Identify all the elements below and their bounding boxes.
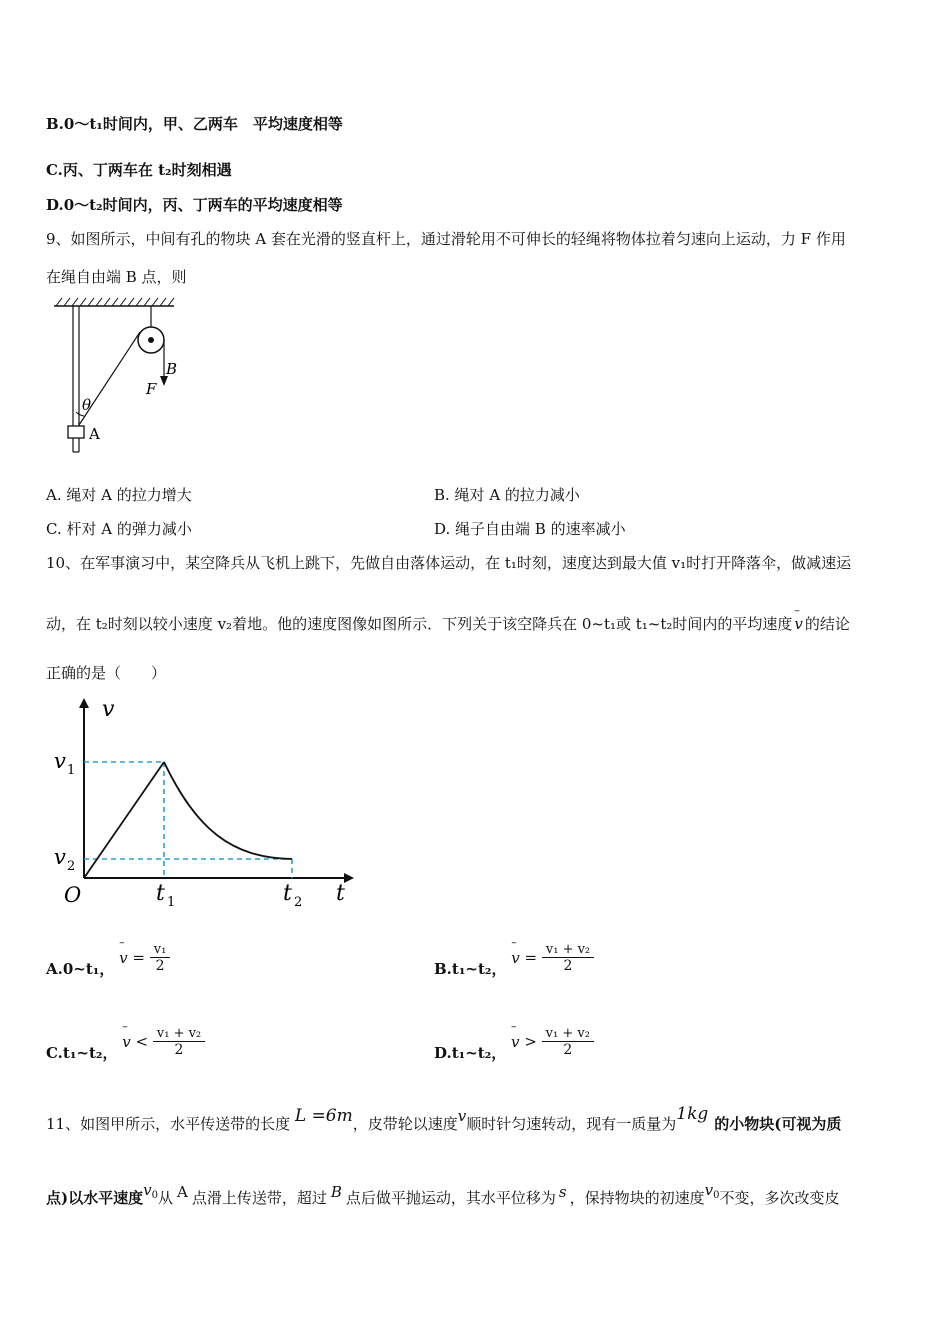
q10-option-d-fraction	[542, 1026, 594, 1058]
q11-text-9: ，保持物块的初速度	[569, 1189, 705, 1207]
q11-text-1: 11、如图甲所示，水平传送带的长度	[46, 1115, 291, 1133]
q10-option-c-numerator: v₁ + v₂	[153, 1026, 205, 1042]
graph-t-axis-label: t	[336, 881, 345, 906]
q10-option-c-denominator: 2	[174, 1041, 184, 1058]
q9-stem-line2: 在绳自由端 B 点，则	[46, 268, 187, 286]
q10-option-b-fraction	[542, 942, 594, 974]
graph-v2-subscript: 2	[67, 859, 76, 874]
point-b-label: B	[166, 360, 178, 378]
q11-text-5: 点)以水平速度	[46, 1189, 144, 1207]
q11-point-a: A	[176, 1183, 188, 1201]
theta-label: θ	[82, 396, 92, 414]
q11-mass: 1kg	[676, 1104, 709, 1124]
q11-v0: v	[143, 1181, 152, 1199]
q10-option-d-numerator: v₁ + v₂	[542, 1026, 594, 1042]
q10-option-c-lt: <	[135, 1032, 149, 1051]
q10-option-a	[46, 936, 170, 979]
q10-stem-line2-tail: 的结论	[804, 615, 850, 633]
force-f-label: F	[146, 380, 157, 398]
q9-pulley-figure	[46, 294, 196, 459]
q10-stem-line1: 10、在军事演习中，某空降兵从飞机上跳下，先做自由落体运动，在 t₁时刻，速度达到最大值 v₁时打开降落伞，做减速运	[46, 554, 852, 572]
q11-displacement-s: s	[558, 1183, 567, 1201]
q10-option-c-label: C.t₁~t₂，	[46, 1044, 118, 1062]
q10-stem-line2-text: 动，在 t₂时刻以较小速度 v₂着地。他的速度图像如图所示．下列关于该空降兵在 0~t₁或 t₁~t₂时间内的平均速度	[46, 615, 793, 633]
q10-option-b	[434, 936, 594, 979]
q10-option-c-vbar: – v	[122, 1033, 130, 1051]
graph-v2-label: v	[54, 845, 66, 869]
q10-option-c	[46, 1020, 205, 1063]
q9-option-b: B. 绳对 A 的拉力减小	[434, 486, 580, 504]
q11-text-8: 点后做平抛运动，其水平位移为	[345, 1189, 556, 1207]
q11-text-3: 顺时针匀速转动，现有一质量为	[466, 1115, 677, 1133]
q11-stem-line1	[46, 1104, 842, 1134]
q11-text-2: ，皮带轮以速度	[352, 1115, 458, 1133]
graph-v1-label: v	[54, 749, 66, 773]
q9-stem-line1: 9、如图所示，中间有孔的物块 A 套在光滑的竖直杆上，通过滑轮用不可伸长的轻绳将物体拉着匀速向上运动，力 F 作用	[46, 230, 846, 248]
graph-origin-label: O	[64, 883, 82, 907]
graph-v1-subscript: 1	[67, 763, 76, 778]
graph-t2-label: t	[283, 881, 292, 906]
q10-option-b-numerator: v₁ + v₂	[542, 942, 594, 958]
q10-stem-line3: 正确的是（ ）	[46, 664, 167, 682]
q10-option-a-vbar: – v	[119, 949, 127, 967]
q10-option-a-denominator: 2	[155, 957, 165, 974]
q11-stem-line2	[46, 1181, 840, 1208]
graph-t1-label: t	[156, 881, 165, 906]
q9-option-a: A. 绳对 A 的拉力增大	[46, 486, 192, 504]
q9-option-c: C. 杆对 A 的弹力减小	[46, 520, 192, 538]
q10-option-a-label: A.0~t₁，	[46, 960, 115, 978]
q10-option-d-gt: >	[524, 1032, 537, 1051]
q11-speed-v: v	[457, 1107, 467, 1125]
q11-length: L =6m	[294, 1106, 353, 1126]
q11-text-7: 点滑上传送带，超过	[191, 1189, 327, 1207]
q10-option-a-eq: =	[132, 948, 145, 967]
q11-v0-sub: 0	[151, 1190, 158, 1201]
q11-text-10: 不变，多次改变皮	[719, 1189, 840, 1207]
q11-v0-2: v	[704, 1181, 714, 1199]
q11-v0-2-sub: 0	[713, 1190, 720, 1201]
graph-v-axis-label: v	[102, 697, 115, 722]
q10-option-b-denominator: 2	[563, 957, 573, 974]
q10-option-b-eq: =	[524, 948, 538, 967]
q10-option-d-vbar: – v	[511, 1033, 519, 1051]
q10-option-c-fraction	[153, 1026, 205, 1058]
graph-t2-subscript: 2	[294, 895, 303, 910]
q8-option-d: D.0～t₂时间内，丙、丁两车的平均速度相等	[46, 196, 343, 214]
q8-option-b: B.0～t₁时间内，甲、乙两车 平均速度相等	[46, 115, 343, 133]
graph-t1-subscript: 1	[167, 895, 176, 910]
q10-option-a-numerator: v₁	[150, 942, 171, 958]
block-a-label: A	[89, 425, 100, 443]
q11-point-b: B	[330, 1183, 342, 1201]
q9-option-d: D. 绳子自由端 B 的速率减小	[434, 520, 626, 538]
q10-velocity-graph	[46, 694, 356, 914]
q11-text-6: 从	[157, 1189, 173, 1207]
q10-stem-line2	[46, 614, 850, 634]
q8-option-c: C.丙、丁两车在 t₂时刻相遇	[46, 161, 232, 179]
q10-option-b-label: B.t₁~t₂，	[434, 960, 507, 978]
q10-option-d	[434, 1020, 594, 1063]
q11-text-4: 的小物块(可视为质	[714, 1115, 842, 1133]
q10-option-b-vbar: – v	[511, 949, 519, 967]
q10-option-a-fraction	[150, 942, 171, 974]
q10-option-d-label: D.t₁~t₂，	[434, 1044, 507, 1062]
q10-option-d-denominator: 2	[563, 1041, 573, 1058]
q10-avg-velocity-symbol: – v	[794, 614, 802, 634]
